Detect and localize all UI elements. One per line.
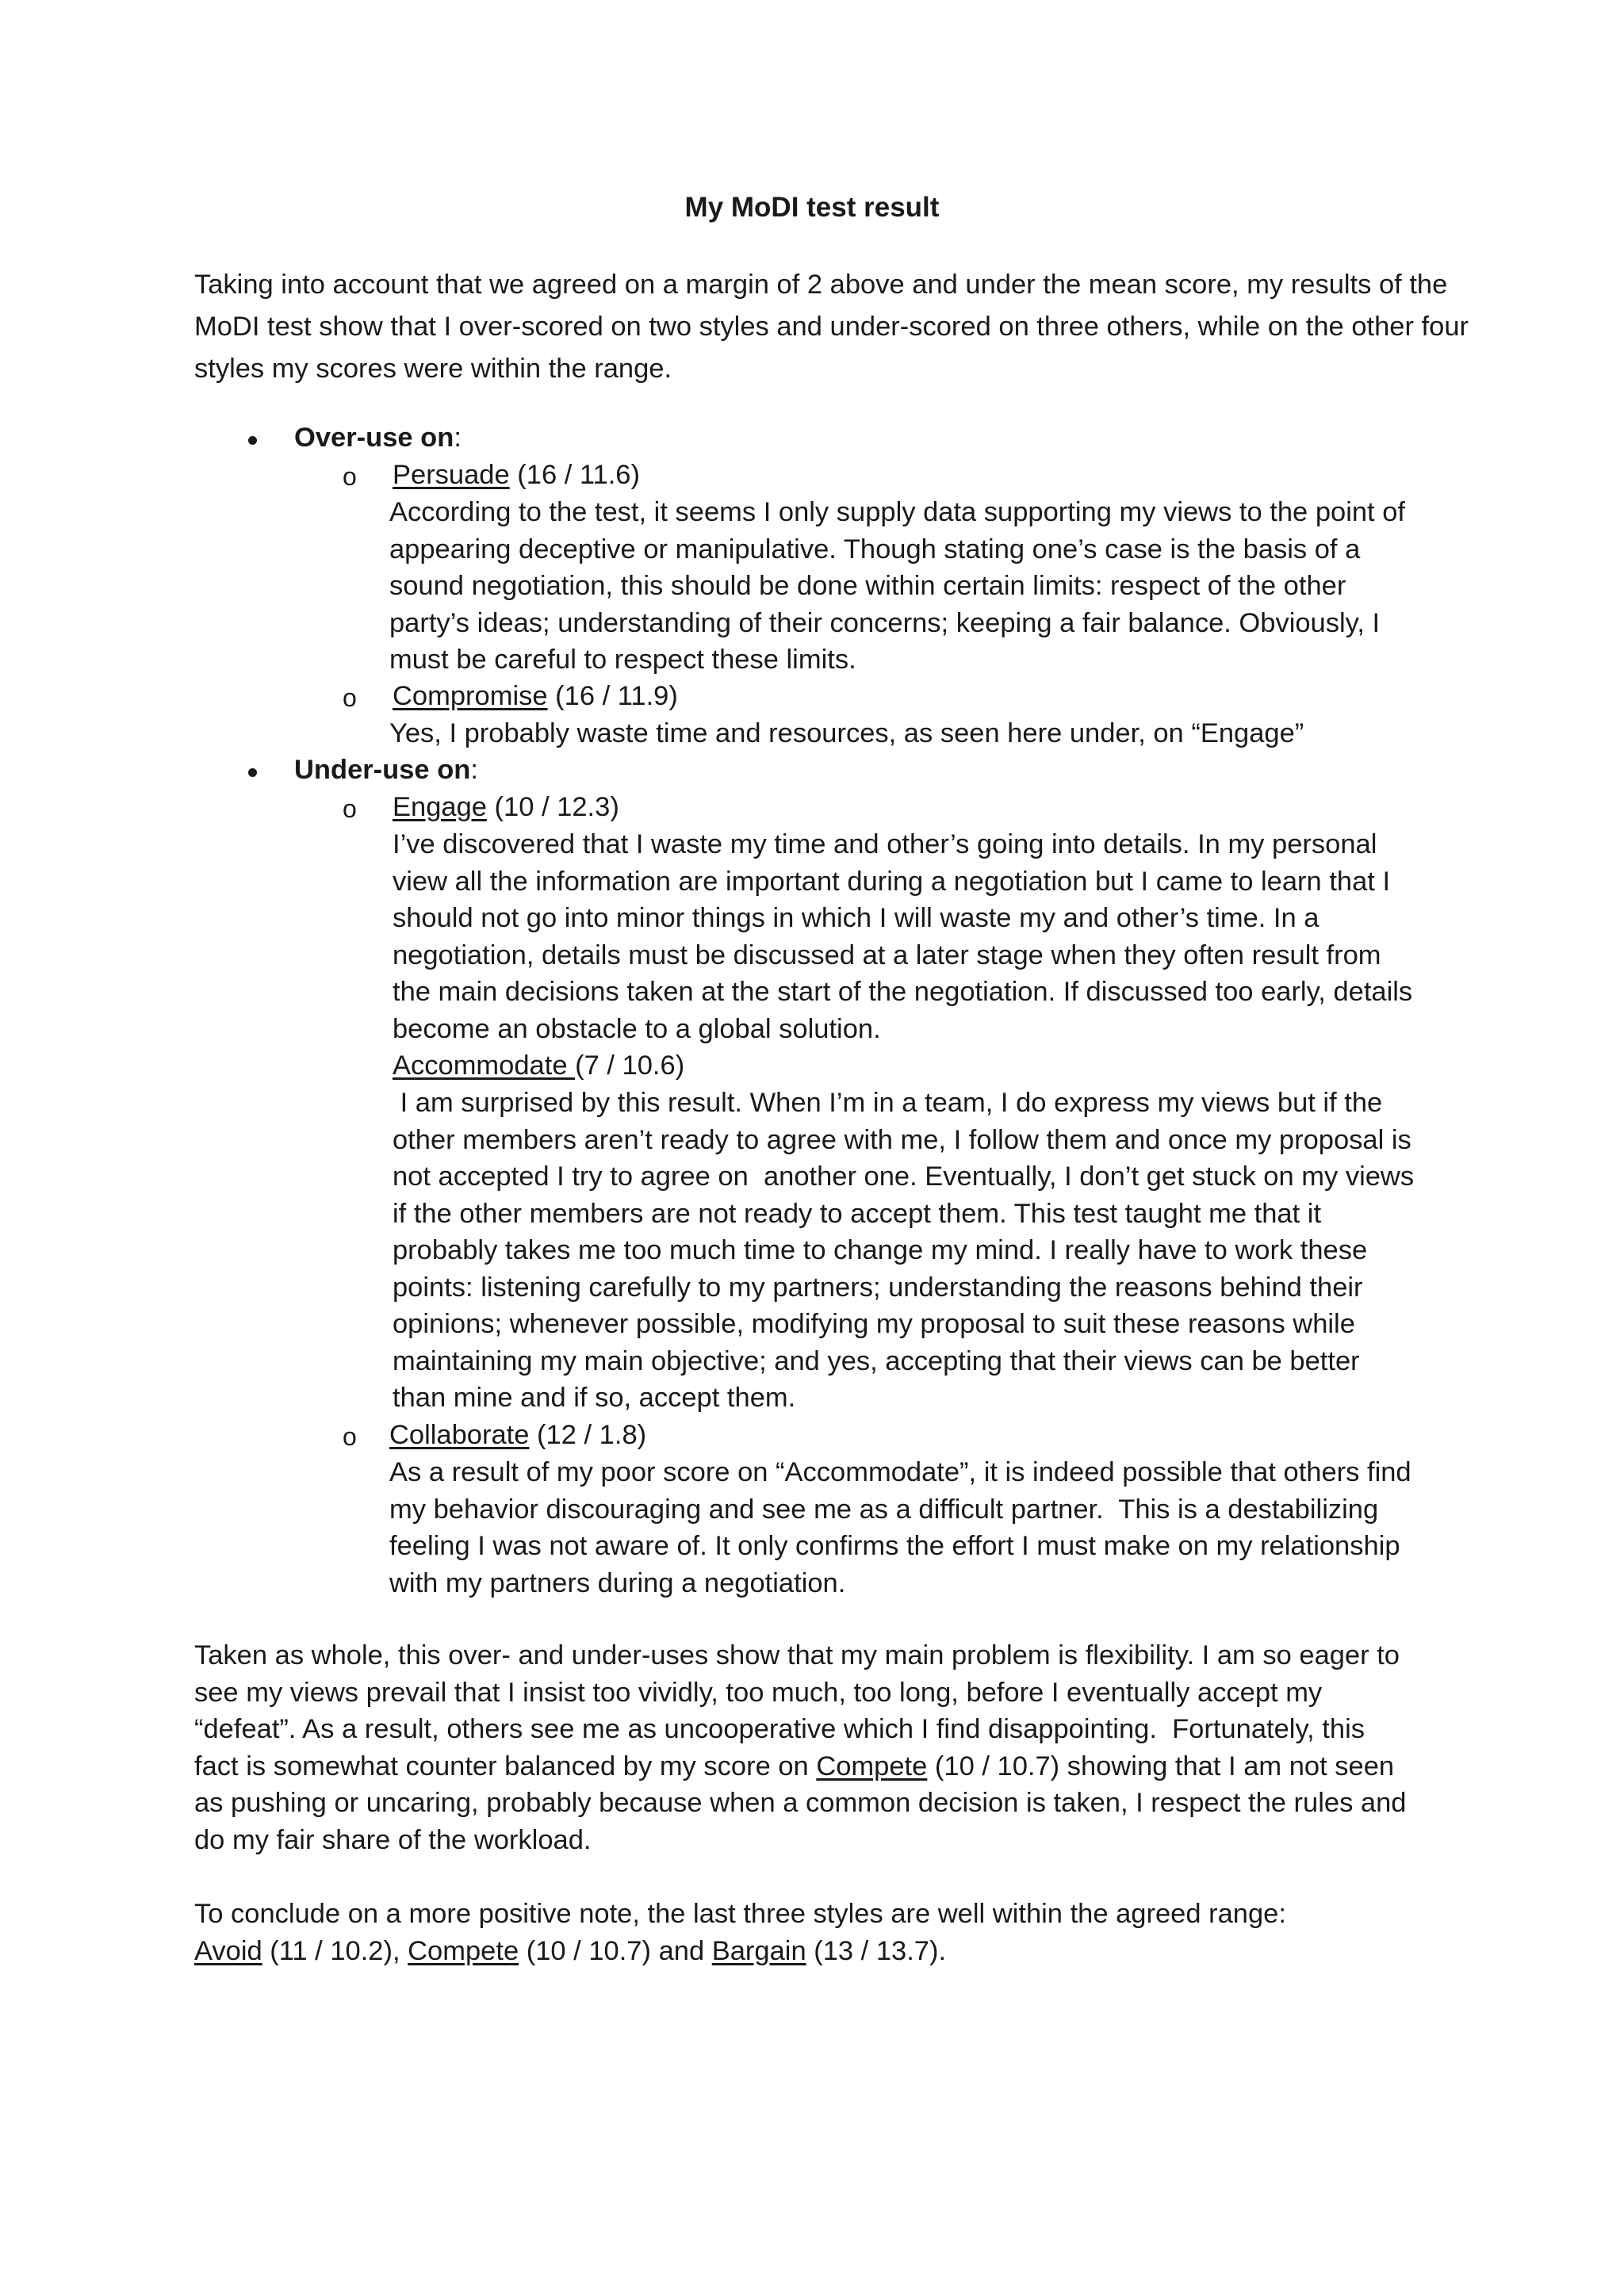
style-name: Avoid <box>194 1935 262 1966</box>
sub-bullet-icon: o <box>343 683 357 712</box>
over-use-heading: Over-use on: <box>294 423 462 453</box>
sub-bullet-icon: o <box>343 462 357 491</box>
bullet-dot-icon <box>248 436 257 445</box>
style-name: Compete <box>408 1935 519 1966</box>
bullet-dot-icon <box>248 768 257 777</box>
sub-bullet-icon: o <box>343 1422 357 1451</box>
list-item-collaborate <box>389 1420 646 1451</box>
style-name: Compete <box>816 1751 928 1781</box>
intro-paragraph: Taking into account that we agreed on a margin of 2 above and under the mean score, my results of the MoDI test show that I over-scored on two styles and under-scored on three others, while on the other four styles my scores were within the range. <box>194 270 1469 384</box>
style-name: Accommodate <box>393 1050 576 1081</box>
style-name: Persuade <box>393 460 510 490</box>
style-name: Bargain <box>711 1935 806 1966</box>
style-score: (12 / 1.8) <box>537 1420 647 1450</box>
list-item-compromise <box>393 681 678 712</box>
style-score: (10 / 12.3) <box>494 792 619 822</box>
style-name: Engage <box>393 792 487 822</box>
list-item-persuade <box>393 460 640 491</box>
under-use-heading: Under-use on: <box>294 755 478 785</box>
style-name: Collaborate <box>389 1420 530 1450</box>
style-score: (7 / 10.6) <box>575 1050 685 1081</box>
style-score: (16 / 11.6) <box>517 460 640 490</box>
sub-bullet-icon: o <box>343 794 357 823</box>
list-item-accommodate <box>393 1050 684 1081</box>
document-page: My MoDI test result Taking into account that we agreed on a margin of 2 above and under the mean score, my results of the MoDI test show that I over-scored on two styles and under-scored on three others, while on the other four styles my scores were within the range. Over-use on: o Persuade (16 / 11.6) According to the test, it seems I only supply data supporting my views to the point of appearing deceptive or manipulative. Though stating one’s case is the basis of a sound negotiation, this should be done within certain limits: respect of the other party’s ideas; understanding of their concerns; keeping a fair balance. Obviously, I must be careful to respect these limits. o Compromise (16 / 11.9) Yes, I probably waste time and resources, as seen here under, on “Engage” Under-use on: o Engage (10 / 12.3) I’ve discovered that I waste my time and other’s going into details. In my personal view all the information are important during a negotiation but I came to learn that I should not go into minor things in which I will waste my and other’s time. In a negotiation, details must be discussed at a later stage when they often result from the main decisions taken at the start of the negotiation. If discussed too early, details become an obstacle to a global solution. Accommodate (7 / 10.6) I am surprised by this result. When I’m in a team, I do express my views but if the other members aren’t ready to agree with me, I follow them and once my proposal is not accepted I try to agree on another one. Eventually, I don’t get stuck on my views if the other members are not ready to accept them. This test taught me that it probably takes me too much time to change my mind. I really have to work these points: listening carefully to my partners; understanding the reasons behind their opinions; whenever possible, modifying my proposal to suit these reasons while maintaining my main objective; and yes, accepting that their views can be better than mine and if so, accept them. o Collaborate (12 / 1.8) As a result of my poor score on “Accommodate”, it is indeed possible that others find my behavior discouraging and see me as a difficult partner. This is a destabilizing feeling I was not aware of. It only confirms the effort I must make on my relationship with my partners during a negotiation. Taken as whole, this over- and under-uses show that my main problem is flexibility. I am so eager to see my views prevail that I insist too vividly, too much, too long, before I eventually accept my “defeat”. As a result, others see me as uncooperative which I find disappointing. Fortunately, this fact is somewhat counter balanced by my score on Compete (10 / 10.7) showing that I am not seen as pushing or uncaring, probably because when a common decision is taken, I respect the rules and do my fair share of the workload. To conclude on a more positive note, the last three styles are well within the agreed range: Avoid (11 / 10.2), Compete (10 / 10.7) and Bargain (13 / 13.7). <box>0 0 1624 2296</box>
style-name: Compromise <box>393 681 548 711</box>
style-score: (16 / 11.9) <box>555 681 678 711</box>
page-title: My MoDI test result <box>684 192 940 223</box>
list-item-engage <box>393 792 619 823</box>
